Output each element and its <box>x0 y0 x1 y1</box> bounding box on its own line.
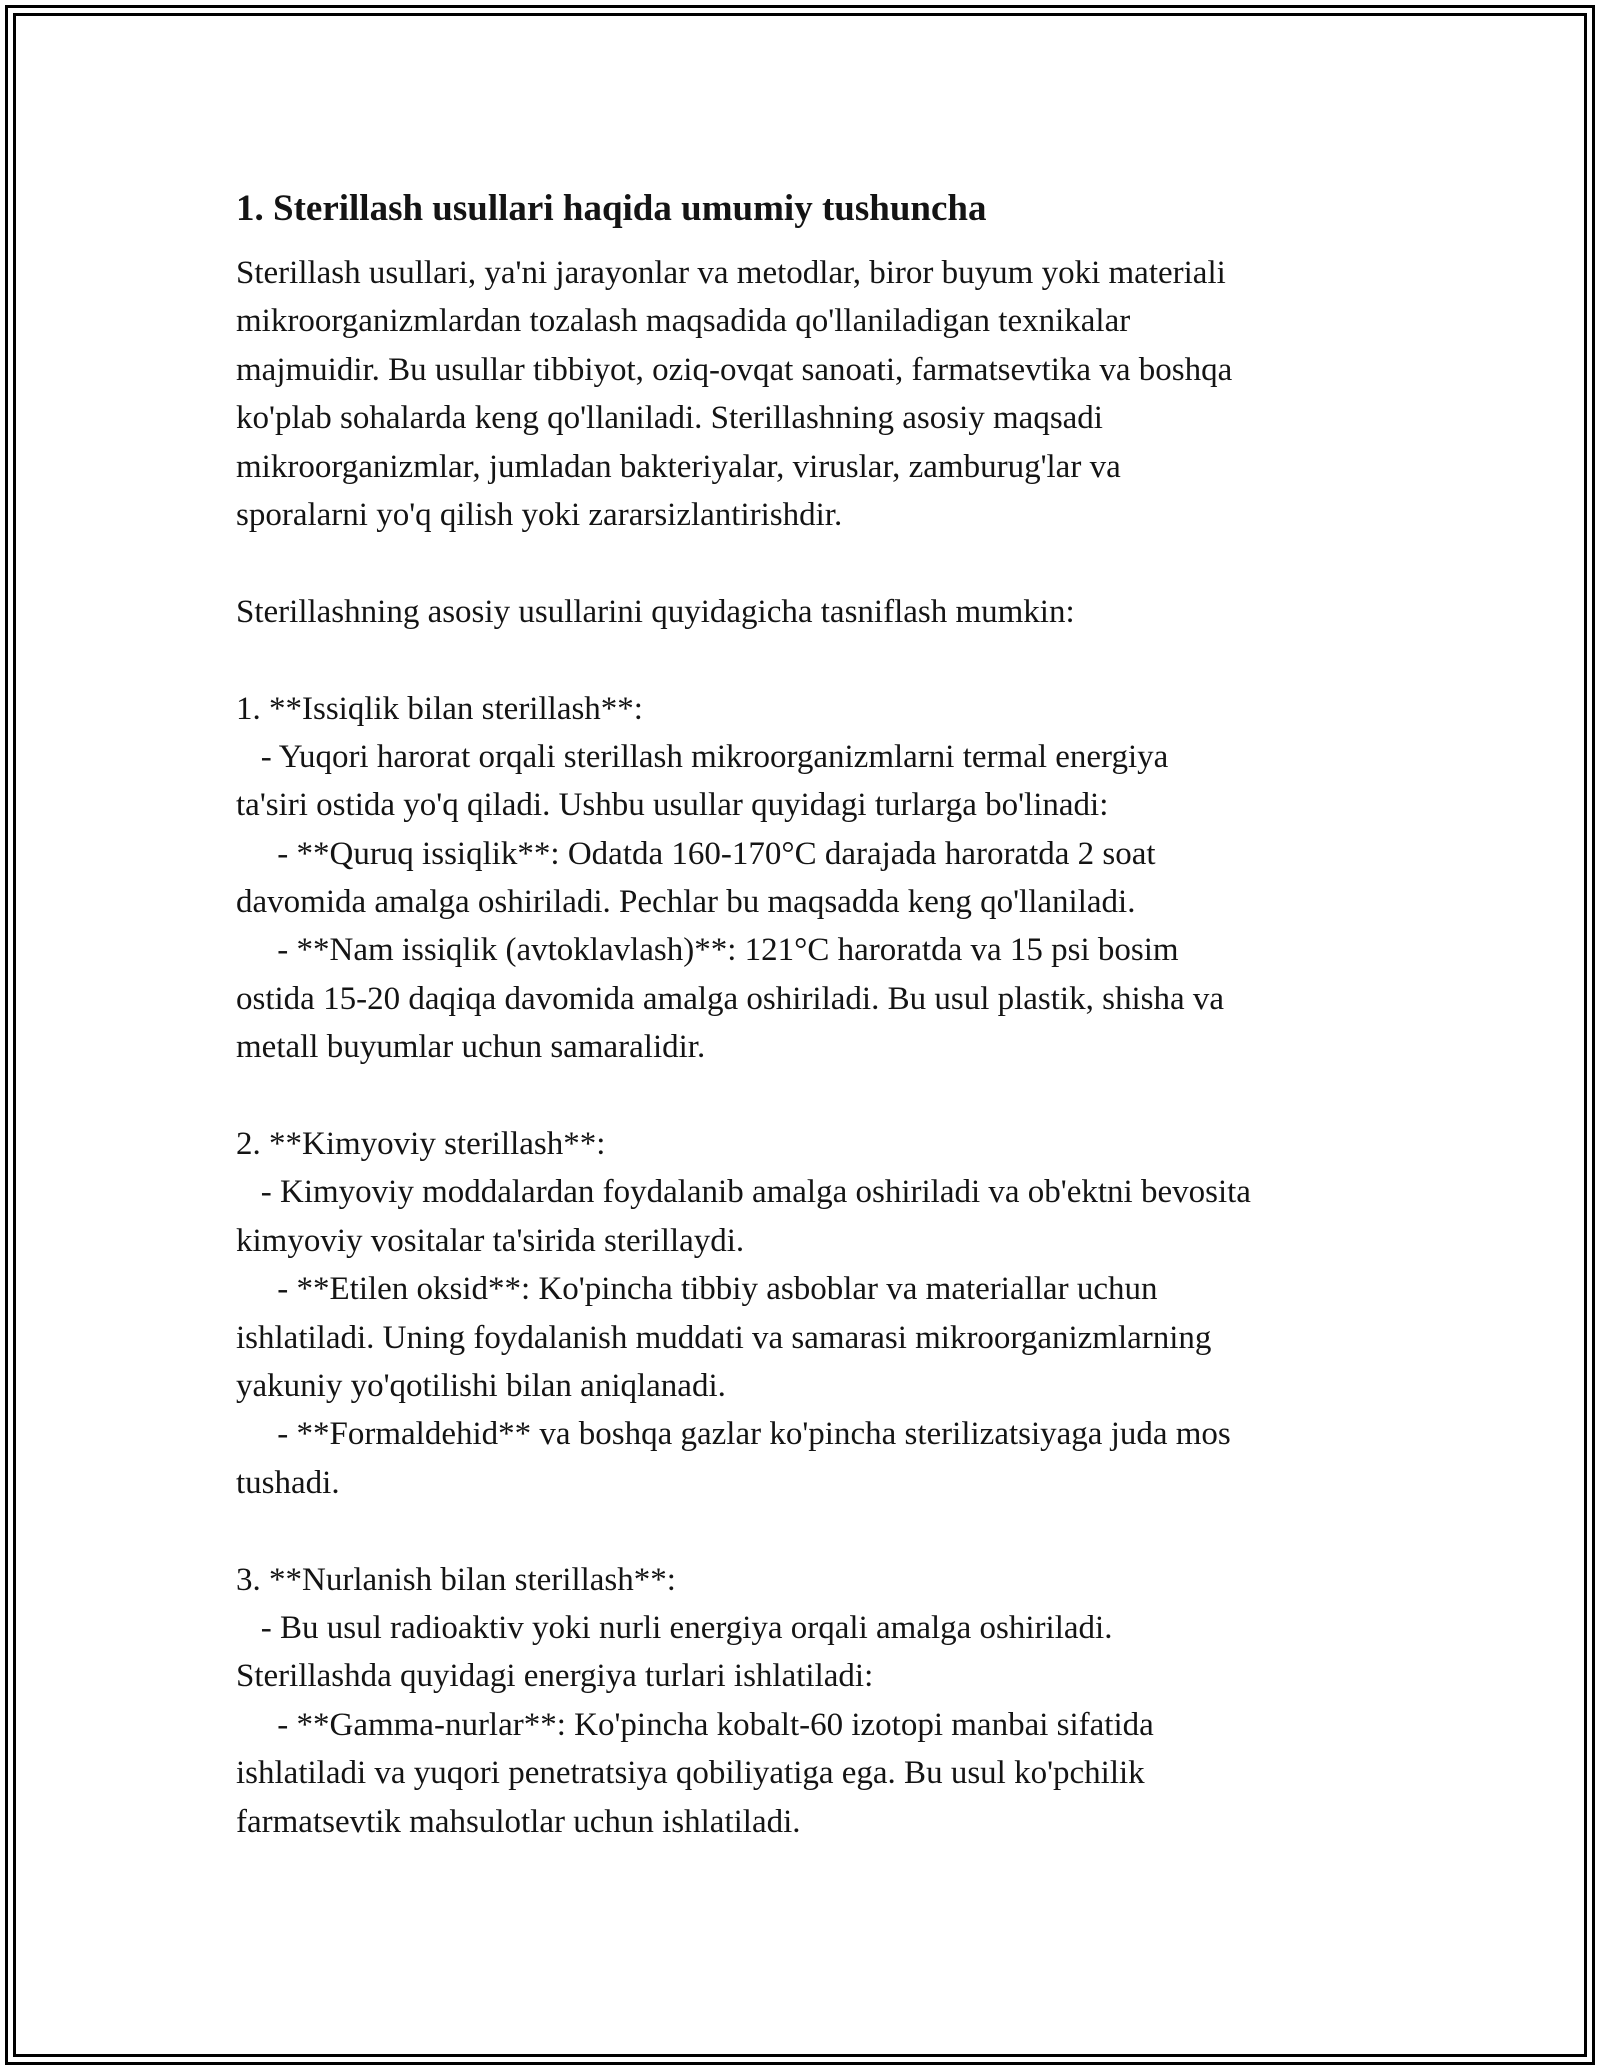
text-line: ko'plab sohalarda keng qo'llaniladi. Sterillashning asosiy maqsadi <box>236 400 1103 437</box>
text-line: mikroorganizmlardan tozalash maqsadida qo'llaniladigan texnikalar <box>236 303 1131 340</box>
text-line: - **Formaldehid** va boshqa gazlar ko'pincha sterilizatsiyaga juda mos <box>236 1416 1231 1453</box>
text-line: sporalarni yo'q qilish yoki zararsizlantirishdir. <box>236 496 843 533</box>
blank-line <box>236 539 1416 587</box>
text-line: farmatsevtik mahsulotlar uchun ishlatiladi. <box>236 1803 801 1840</box>
text-line: - **Nam issiqlik (avtoklavlash)**: 121°C haroratda va 15 psi bosim <box>236 932 1179 969</box>
text-line: Sterillashda quyidagi energiya turlari ishlatiladi: <box>236 1658 874 1695</box>
text-line: Sterillash usullari, ya'ni jarayonlar va metodlar, biror buyum yoki materiali <box>236 255 1226 291</box>
text-line: yakuniy yo'qotilishi bilan aniqlanadi. <box>236 1367 726 1404</box>
text-line: - **Quruq issiqlik**: Odatda 160-170°C darajada haroratda 2 soat <box>236 835 1156 872</box>
text-line: kimyoviy vositalar ta'sirida sterillaydi. <box>236 1222 745 1259</box>
text-line: mikroorganizmlar, jumladan bakteriyalar, viruslar, zamburug'lar va <box>236 448 1121 485</box>
text-line: - Yuqori harorat orqali sterillash mikroorganizmlarni termal energiya <box>236 738 1169 775</box>
text-line: majmuidir. Bu usullar tibbiyot, oziq-ovqat sanoati, farmatsevtika va boshqa <box>236 351 1233 388</box>
body-text <box>236 249 1416 1846</box>
text-line: davomida amalga oshiriladi. Pechlar bu maqsadda keng qo'llaniladi. <box>236 884 1136 921</box>
list-item-heading: 1. **Issiqlik bilan sterillash**: <box>236 690 643 727</box>
text-line: - Bu usul radioaktiv yoki nurli energiya orqali amalga oshiriladi. <box>236 1609 1113 1646</box>
text-line: tushadi. <box>236 1464 340 1501</box>
blank-line <box>236 1072 1416 1120</box>
text-line: ishlatiladi va yuqori penetratsiya qobiliyatiga ega. Bu usul ko'pchilik <box>236 1755 1145 1792</box>
list-item-heading: 3. **Nurlanish bilan sterillash**: <box>236 1561 676 1598</box>
text-line: - **Etilen oksid**: Ko'pincha tibbiy asboblar va materiallar uchun <box>236 1271 1158 1308</box>
text-line: ostida 15-20 daqiqa davomida amalga oshiriladi. Bu usul plastik, shisha va <box>236 980 1225 1017</box>
text-line: - Kimyoviy moddalardan foydalanib amalga oshiriladi va ob'ektni bevosita <box>236 1174 1251 1211</box>
text-line: ta'siri ostida yo'q qiladi. Ushbu usullar quyidagi turlarga bo'linadi: <box>236 787 1109 824</box>
document-body <box>236 185 1416 1846</box>
text-line: - **Gamma-nurlar**: Ko'pincha kobalt-60 izotopi manbai sifatida <box>236 1706 1154 1743</box>
section-heading: 1. Sterillash usullari haqida umumiy tushuncha <box>236 188 987 229</box>
text-line: Sterillashning asosiy usullarini quyidagicha tasniflash mumkin: <box>236 593 1075 630</box>
blank-line <box>236 636 1416 684</box>
text-line: metall buyumlar uchun samaralidir. <box>236 1029 706 1066</box>
text-line: ishlatiladi. Uning foydalanish muddati va samarasi mikroorganizmlarning <box>236 1319 1212 1356</box>
list-item-heading: 2. **Kimyoviy sterillash**: <box>236 1126 606 1163</box>
blank-line <box>236 1507 1416 1555</box>
